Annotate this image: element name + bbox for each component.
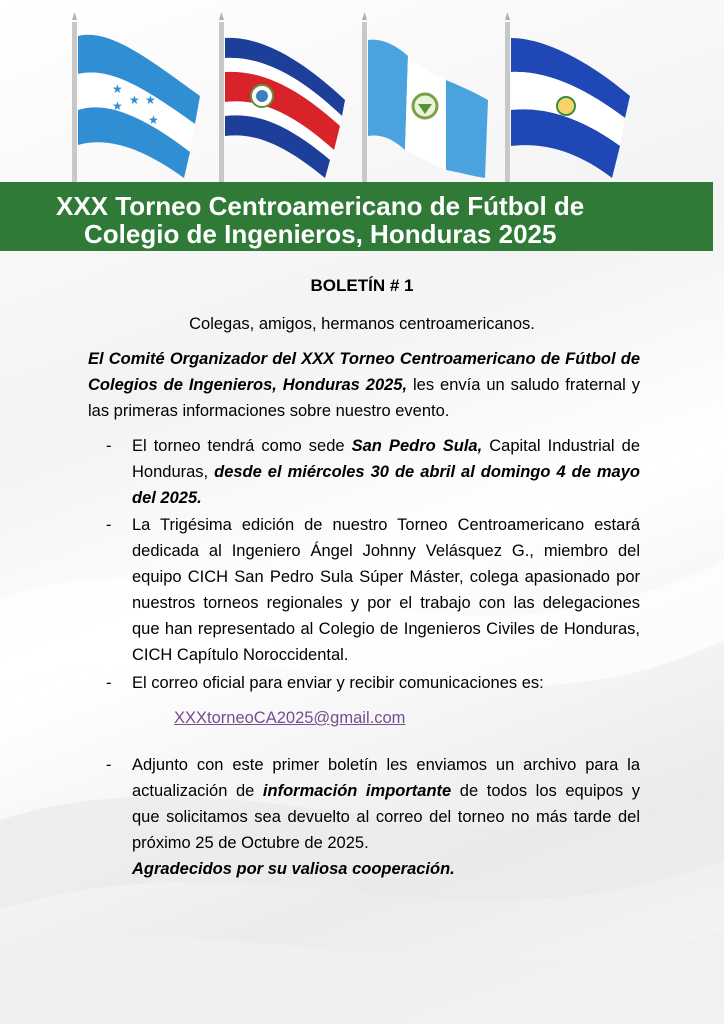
list-dash: -	[106, 516, 112, 534]
svg-text:★: ★	[129, 93, 140, 107]
greeting: Colegas, amigos, hermanos centroamericanos.	[189, 315, 535, 333]
dedication-text: La Trigésima edición de nuestro Torneo Centroamericano estará dedicada al Ingeniero Ángel Johnny Velásquez G., miembro del equipo CICH San Pedro Sula Súper Máster, colega apasionado por nuestros torneos regionales y por el trabajo con las delegaciones que han representado al Colegio de Ingenieros Civiles de Honduras, CICH Capítulo Noroccidental.	[132, 516, 640, 664]
venue-name: San Pedro Sula,	[351, 437, 483, 455]
list-dash: -	[106, 437, 112, 455]
flags-illustration	[0, 0, 724, 185]
list-dash: -	[106, 674, 112, 692]
boletin-heading: BOLETÍN # 1	[310, 276, 414, 295]
title-line-1: XXX Torneo Centroamericano de Fútbol de	[56, 191, 585, 221]
intro-bold: El Comité Organizador del XXX Torneo Centroamericano de Fútbol de Colegios de Ingenieros, Honduras 2025,	[88, 350, 640, 394]
costa-rica-flag	[219, 12, 345, 185]
event-dates: desde el miércoles 30 de abril al domingo 4 de mayo del 2025.	[132, 463, 640, 507]
svg-text:★: ★	[112, 99, 123, 113]
title-banner	[0, 182, 713, 251]
svg-text:★: ★	[112, 82, 123, 96]
title-line-2: Colegio de Ingenieros, Honduras 2025	[84, 219, 557, 249]
svg-text:★: ★	[148, 113, 159, 127]
official-email-link[interactable]: XXXtorneoCA2025@gmail.com	[174, 709, 406, 727]
important-info: información importante	[262, 782, 452, 800]
email-intro: El correo oficial para enviar y recibir comunicaciones es:	[132, 674, 544, 692]
el-salvador-flag	[505, 12, 630, 185]
thanks-line: Agradecidos por su valiosa cooperación.	[132, 860, 455, 878]
honduras-flag	[72, 12, 200, 185]
intro-paragraph	[88, 346, 640, 424]
list-dash: -	[106, 756, 112, 774]
intro-rest: les envía un saludo fraternal y las primeras informaciones sobre nuestro evento.	[88, 376, 640, 420]
svg-text:★: ★	[145, 93, 156, 107]
guatemala-flag	[362, 12, 488, 185]
